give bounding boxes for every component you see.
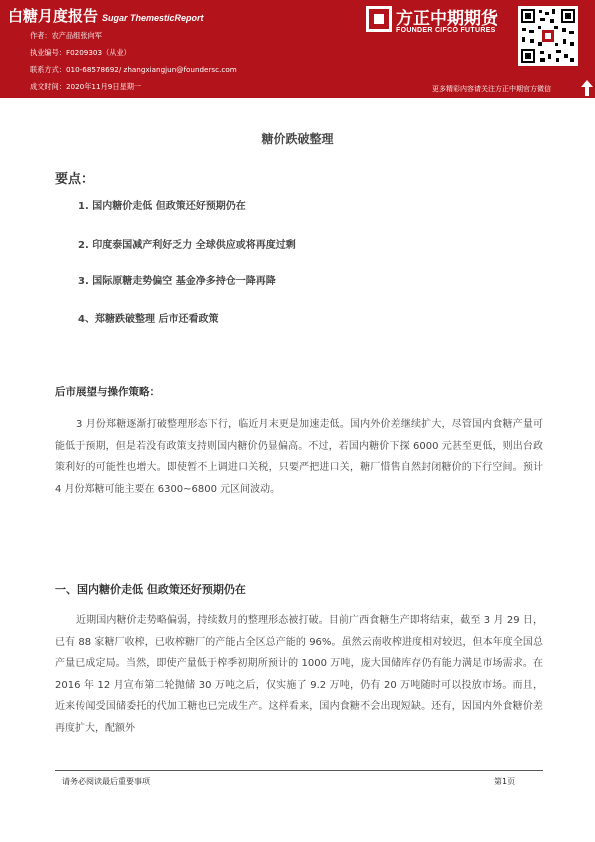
contact-line: 联系方式：010-68578692/ zhangxiangjun@foundersc.com xyxy=(30,65,237,74)
strategy-paragraph: 3 月份郑糖逐渐打破整理形态下行，临近月末更是加速走低。国内外价差继续扩大，尽管国内食糖产量可能低于预期，但是若没有政策支持则国内糖价仍显偏高。不过，若国内糖价下探 6000 元甚至更低，则出台政策利好的可能性也增大。即使暂不上调进口关税，只要严把进口关，糖厂惜售自然封闭糖价的下行空间。预计 4 月份郑糖可能主要在 6300~6800 元区间波动。 xyxy=(55,419,543,495)
document-title: 糖价跌破整理 xyxy=(261,132,334,146)
key-points-heading: 要点： xyxy=(55,172,95,187)
report-subtitle: Sugar ThemesticReport xyxy=(102,13,204,23)
company-logo xyxy=(366,6,512,38)
key-point-2: 2. 印度泰国减产利好乏力 全球供应或将再度过剩 xyxy=(78,240,296,251)
report-title xyxy=(8,5,204,26)
key-point-1: 1. 国内糖价走低 但政策还好预期仍在 xyxy=(78,201,246,212)
logo-en-text: FOUNDER CIFCO FUTURES xyxy=(396,27,496,34)
key-point-4: 4、郑糖跌破整理 后市还看政策 xyxy=(78,314,219,325)
logo-cn-text: 方正中期期货 xyxy=(396,9,498,29)
section-1-heading: 一、国内糖价走低 但政策还好预期仍在 xyxy=(55,583,246,596)
page-number: 第1页 xyxy=(494,777,516,786)
footer-divider xyxy=(55,770,543,771)
license-line: 执业编号：F0209303（从业） xyxy=(30,48,131,57)
report-header xyxy=(0,0,595,98)
report-title-cn: 白糖月度报告 xyxy=(8,7,99,25)
section-1-paragraph: 近期国内糖价走势略偏弱，持续数月的整理形态被打破。目前广西食糖生产即将结束，截至 3 月 29 日，已有 88 家糖厂收榨，已收榨糖厂的产能占全区总产能的 96%。虽然云南收榨进度相对较迟，但本年度全国总产量已成定局。当然，即使产量低于榨季初期所预计的 1000 万吨，庞大国储库存仍有能力满足市场需求。在 2016 年 12 月宣布第二轮抛储 30 万吨之后，仅实施了 9.2 万吨，仍有 20 万吨随时可以投放市场。而且，近来传闻受国储委托的代加工糖也已完成生产。这样看来，国内食糖不会出现短缺。还有，因国内外食糖价差再度扩大，配额外 xyxy=(55,615,543,734)
date-line: 成文时间：2020年11月9日星期一 xyxy=(30,82,142,91)
wechat-banner: 更多精彩内容请关注方正中期官方微信 xyxy=(432,85,551,93)
logo-mark-icon xyxy=(366,6,392,32)
wechat-qr-code-icon xyxy=(518,6,578,66)
strategy-heading: 后市展望与操作策略： xyxy=(55,386,160,398)
key-point-3: 3. 国际原糖走势偏空 基金净多持仓一降再降 xyxy=(78,276,276,287)
footer-disclaimer: 请务必阅读最后重要事项 xyxy=(62,777,150,786)
author-line: 作者：农产品组张向军 xyxy=(30,31,102,40)
arrow-up-icon xyxy=(581,80,593,96)
